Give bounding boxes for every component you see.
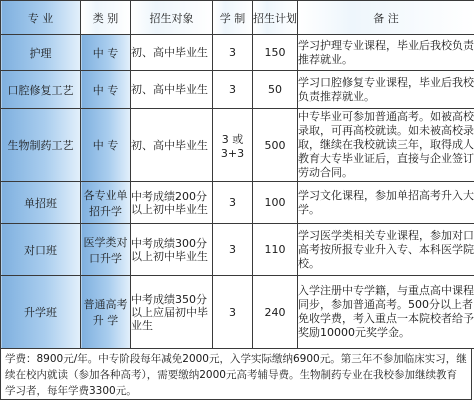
duration-cell: 3 [213,276,253,349]
major-cell: 护理 [1,35,81,71]
note-cell: 学习口腔修复专业课程，毕业后我校负责推荐就业。 [298,71,474,109]
target-cell: 中考成绩200分以上初中毕业生 [131,182,213,224]
duration-cell: 3 [213,35,253,71]
table-row [1,182,474,224]
plan-cell: 500 [253,109,298,182]
header-category: 类 别 [81,1,131,35]
major-cell: 对口班 [1,224,81,276]
note-cell: 学习医学类相关专业课程，参加对口高考按所报专业升入专、本科医学院校。 [298,224,474,276]
duration-cell: 3 或 3+3 [213,109,253,182]
plan-cell: 100 [253,182,298,224]
target-cell: 中考成绩350分以上应届初中毕业生 [131,276,213,349]
duration-cell: 3 [213,224,253,276]
plan-cell: 240 [253,276,298,349]
note-cell: 入学注册中专学籍，与重点高中课程同步，参加普通高考。500分以上者免收学费，考入重点一本院校者给予奖励10000元奖学金。 [298,276,474,349]
table-row [1,109,474,182]
target-cell: 初、高中毕业生 [131,71,213,109]
header-target: 招生对象 [131,1,213,35]
duration-cell: 3 [213,71,253,109]
note-cell: 学习文化课程，参加单招高考升入大学。 [298,182,474,224]
table-row [1,276,474,349]
target-cell: 中考成绩300分以上初中毕业生 [131,224,213,276]
plan-cell: 150 [253,35,298,71]
target-cell: 初、高中毕业生 [131,35,213,71]
major-cell: 升学班 [1,276,81,349]
header-plan: 招生计划 [253,1,298,35]
note-cell: 学习护理专业课程，毕业后我校负责推荐就业。 [298,35,474,71]
duration-cell: 3 [213,182,253,224]
target-cell: 初、高中毕业生 [131,109,213,182]
plan-cell: 110 [253,224,298,276]
header-duration: 学 制 [213,1,253,35]
header-note: 备 注 [298,1,474,35]
table-row [1,71,474,109]
category-cell: 各专业单招升学 [81,182,131,224]
major-cell: 口腔修复工艺 [1,71,81,109]
table-row [1,35,474,71]
major-cell: 生物制药工艺 [1,109,81,182]
note-cell: 中专毕业可参加普通高考。如被高校录取，可再高校就读。如未被高校录取，继续在我校就读三年，取得成人教育大专毕业证后，直接与企业签订劳动合同。 [298,109,474,182]
category-cell: 中 专 [81,109,131,182]
plan-cell: 50 [253,71,298,109]
category-cell: 普通高考升 学 [81,276,131,349]
table-row [1,224,474,276]
header-row [1,1,474,35]
category-cell: 中 专 [81,35,131,71]
major-cell: 单招班 [1,182,81,224]
category-cell: 中 专 [81,71,131,109]
category-cell: 医学类对口升学 [81,224,131,276]
header-major: 专 业 [1,1,81,35]
fees-note: 学费：8900元/年。中专阶段每年减免2000元，入学实际缴纳6900元。第三年不参加临床实习，继续在校内就读（参加各种高考），需要缴纳2000元高考辅导费。生物制药专业在我校参加继续教育学习者，每年学费3300元。 [0,348,472,400]
